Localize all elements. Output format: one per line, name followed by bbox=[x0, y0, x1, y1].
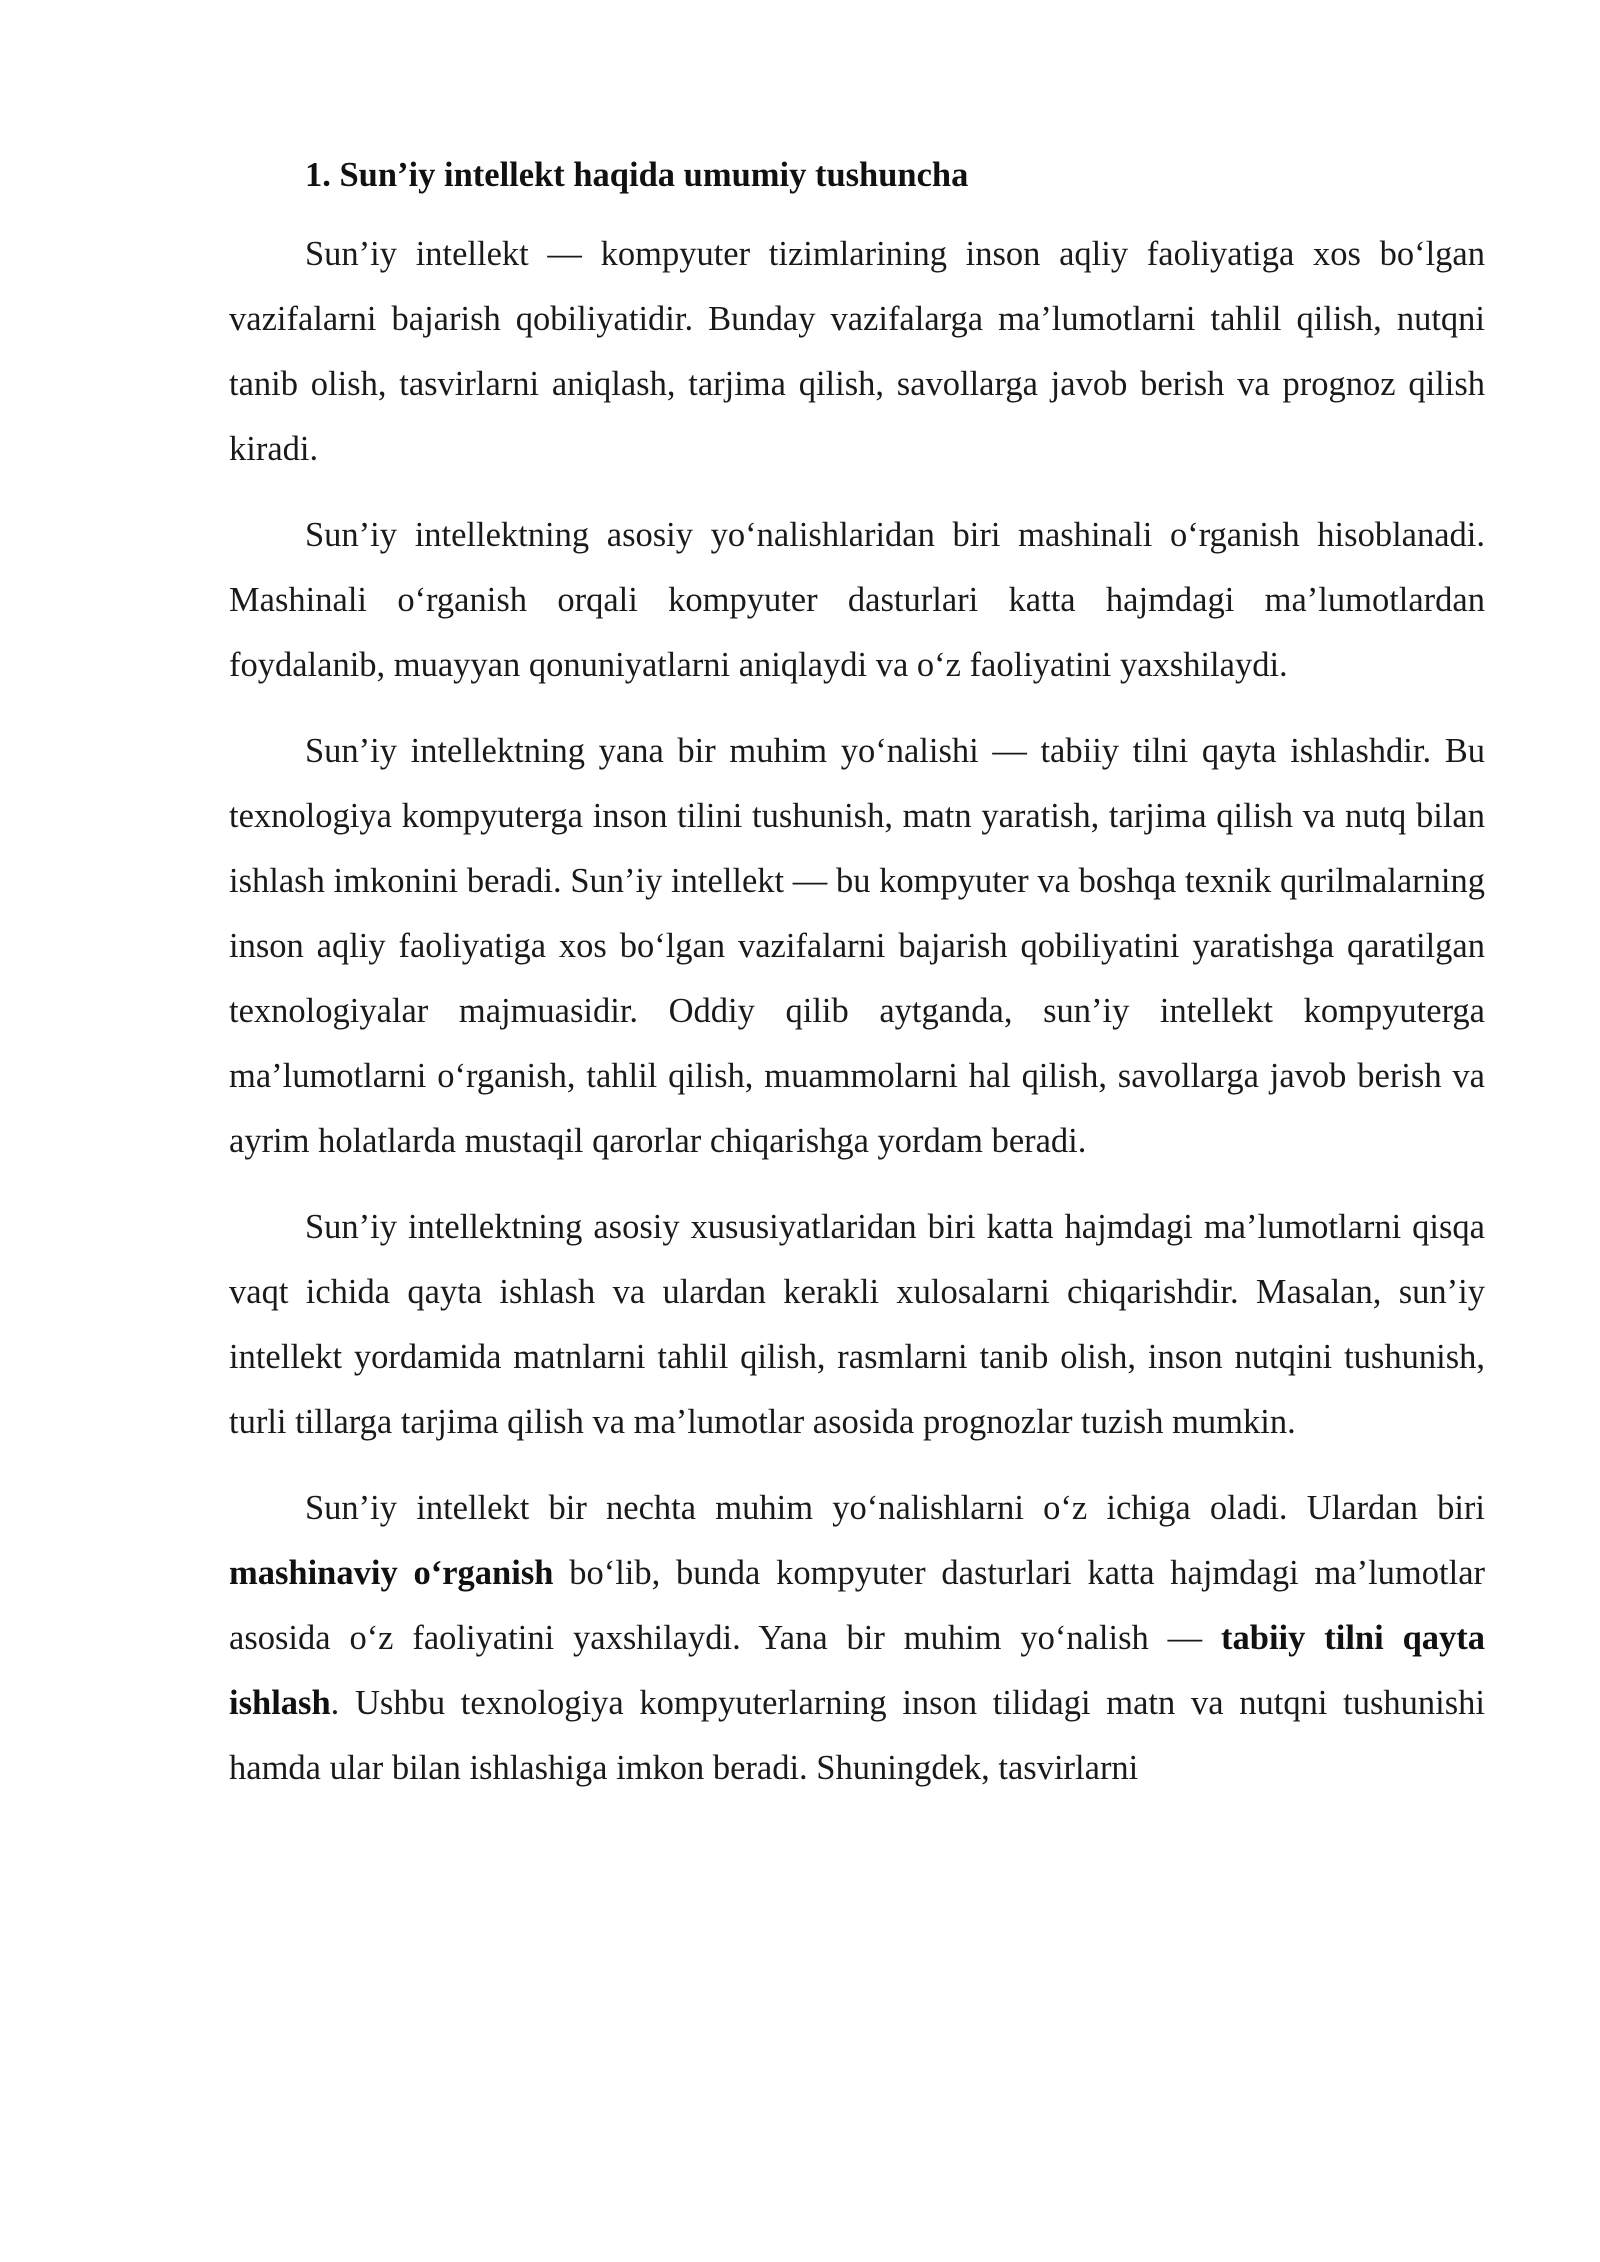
paragraph-5-text-3: . Ushbu texnologiya kompyuterlarning inson tilidagi matn va nutqni tushunishi hamda ular bilan ishlashiga imkon beradi. Shuningdek, tasvirlarni bbox=[229, 1684, 1485, 1787]
paragraph-5-text-2: bo‘lib, bunda kompyuter dasturlari katta hajmdagi ma’lumotlar asosida o‘z faoliyatini yaxshilaydi. Yana bir muhim yo‘nalish — bbox=[229, 1554, 1485, 1657]
paragraph-5-text-1: Sun’iy intellekt bir nechta muhim yo‘nalishlarni o‘z ichiga oladi. Ulardan biri bbox=[305, 1489, 1485, 1527]
bold-term-nlp: tabiiy tilni qayta ishlash bbox=[229, 1619, 1485, 1722]
section-heading: 1. Sun’iy intellekt haqida umumiy tushuncha bbox=[305, 156, 969, 194]
paragraph-5 bbox=[229, 1476, 1485, 1801]
paragraph-4: Sun’iy intellektning asosiy xususiyatlaridan biri katta hajmdagi ma’lumotlarni qisqa vaqt ichida qayta ishlash va ulardan kerakli xulosalarni chiqarishdir. Masalan, sun’iy intellekt yordamida matnlarni tahlil qilish, rasmlarni tanib olish, inson nutqini tushunish, turli tillarga tarjima qilish va ma’lumotlar asosida prognozlar tuzish mumkin. bbox=[229, 1208, 1485, 1441]
document-body bbox=[229, 150, 1485, 1822]
paragraph-3: Sun’iy intellektning yana bir muhim yo‘nalishi — tabiiy tilni qayta ishlashdir. Bu texnologiya kompyuterga inson tilini tushunish, matn yaratish, tarjima qilish va nutq bilan ishlash imkonini beradi. Sun’iy intellekt — bu kompyuter va boshqa texnik qurilmalarning inson aqliy faoliyatiga xos bo‘lgan vazifalarni bajarish qobiliyatini yaratishga qaratilgan texnologiyalar majmuasidir. Oddiy qilib aytganda, sun’iy intellekt kompyuterga ma’lumotlarni o‘rganish, tahlil qilish, muammolarni hal qilish, savollarga javob berish va ayrim holatlarda mustaqil qarorlar chiqarishga yordam beradi. bbox=[229, 732, 1485, 1160]
paragraph-2: Sun’iy intellektning asosiy yo‘nalishlaridan biri mashinali o‘rganish hisoblanadi. Mashinali o‘rganish orqali kompyuter dasturlari katta hajmdagi ma’lumotlardan foydalanib, muayyan qonuniyatlarni aniqlaydi va o‘z faoliyatini yaxshilaydi. bbox=[229, 516, 1485, 684]
bold-term-machine-learning: mashinaviy o‘rganish bbox=[229, 1554, 554, 1592]
paragraph-1: Sun’iy intellekt — kompyuter tizimlarining inson aqliy faoliyatiga xos bo‘lgan vazifalarni bajarish qobiliyatidir. Bunday vazifalarga ma’lumotlarni tahlil qilish, nutqni tanib olish, tasvirlarni aniqlash, tarjima qilish, savollarga javob berish va prognoz qilish kiradi. bbox=[229, 235, 1485, 468]
